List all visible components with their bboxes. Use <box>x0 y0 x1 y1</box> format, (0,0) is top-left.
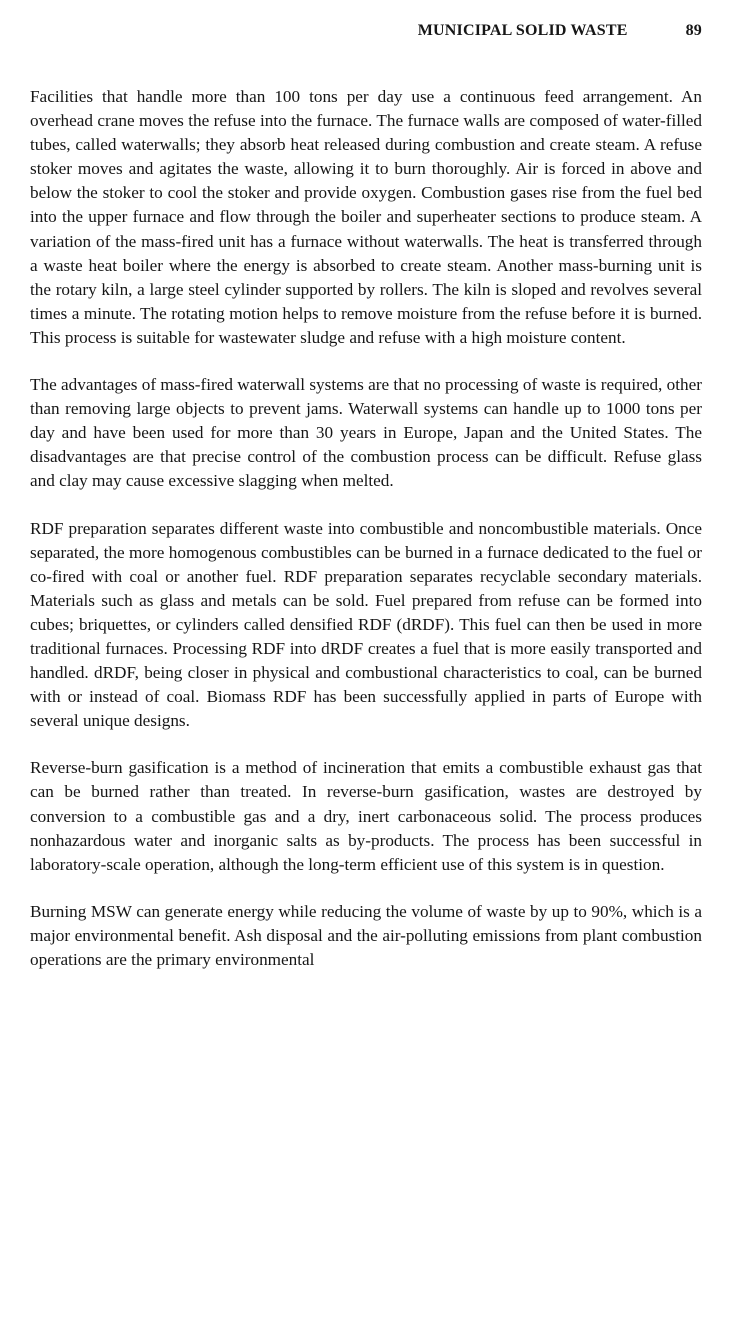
paragraph-mass-fired-units: Facilities that handle more than 100 tons per day use a continuous feed arrangement. An overhead crane moves the refuse into the furnace. The furnace walls are composed of water-filled tubes, called waterwalls; they absorb heat released during combustion and create steam. A refuse stoker moves and agitates the waste, allowing it to burn thoroughly. Air is forced in above and below the stoker to cool the stoker and provide oxygen. Combustion gases rise from the fuel bed into the upper furnace and flow through the boiler and superheater sections to produce steam. A variation of the mass-fired unit has a furnace without waterwalls. The heat is transferred through a waste heat boiler where the energy is absorbed to create steam. Another mass-burning unit is the rotary kiln, a large steel cylinder supported by rollers. The kiln is sloped and revolves several times a minute. The rotating motion helps to remove moisture from the refuse before it is burned. This process is suitable for wastewater sludge and refuse with a high moisture content. <box>30 87 702 347</box>
body-text <box>30 85 702 995</box>
paragraph-waterwall-advantages: The advantages of mass-fired waterwall systems are that no processing of waste is required, other than removing large objects to prevent jams. Waterwall systems can handle up to 1000 tons per day and have been used for more than 30 years in Europe, Japan and the United States. The disadvantages are that precise control of the combustion process can be difficult. Refuse glass and clay may cause excessive slagging when melted. <box>30 375 702 491</box>
running-title: MUNICIPAL SOLID WASTE <box>417 22 628 39</box>
running-header <box>418 22 702 40</box>
paragraph-rdf-preparation: RDF preparation separates different waste into combustible and noncombustible materials. Once separated, the more homogenous combustibles can be burned in a furnace dedicated to the fuel or co-fired with coal or another fuel. RDF preparation separates recyclable secondary materials. Materials such as glass and metals can be sold. Fuel prepared from refuse can be formed into cubes; briquettes, or cylinders called densified RDF (dRDF). This fuel can then be used in more traditional furnaces. Processing RDF into dRDF creates a fuel that is more easily transported and handled. dRDF, being closer in physical and combustional characteristics to coal, can be burned with or instead of coal. Biomass RDF has been successfully applied in parts of Europe with several unique designs. <box>30 518 702 731</box>
paragraph-reverse-burn-gasification: Reverse-burn gasification is a method of incineration that emits a combustible exhaust gas that can be burned rather than treated. In reverse-burn gasification, wastes are destroyed by conversion to a combustible gas and a dry, inert carbonaceous solid. The process produces nonhazardous water and inorganic salts as by-products. The process has been successful in laboratory-scale operation, although the long-term efficient use of this system is in question. <box>30 758 702 874</box>
paragraph-burning-msw: Burning MSW can generate energy while reducing the volume of waste by up to 90%, which is a major environmental benefit. Ash disposal and the air-polluting emissions from plant combustion operations are the primary environmental <box>30 901 702 969</box>
page-number: 89 <box>685 22 702 39</box>
